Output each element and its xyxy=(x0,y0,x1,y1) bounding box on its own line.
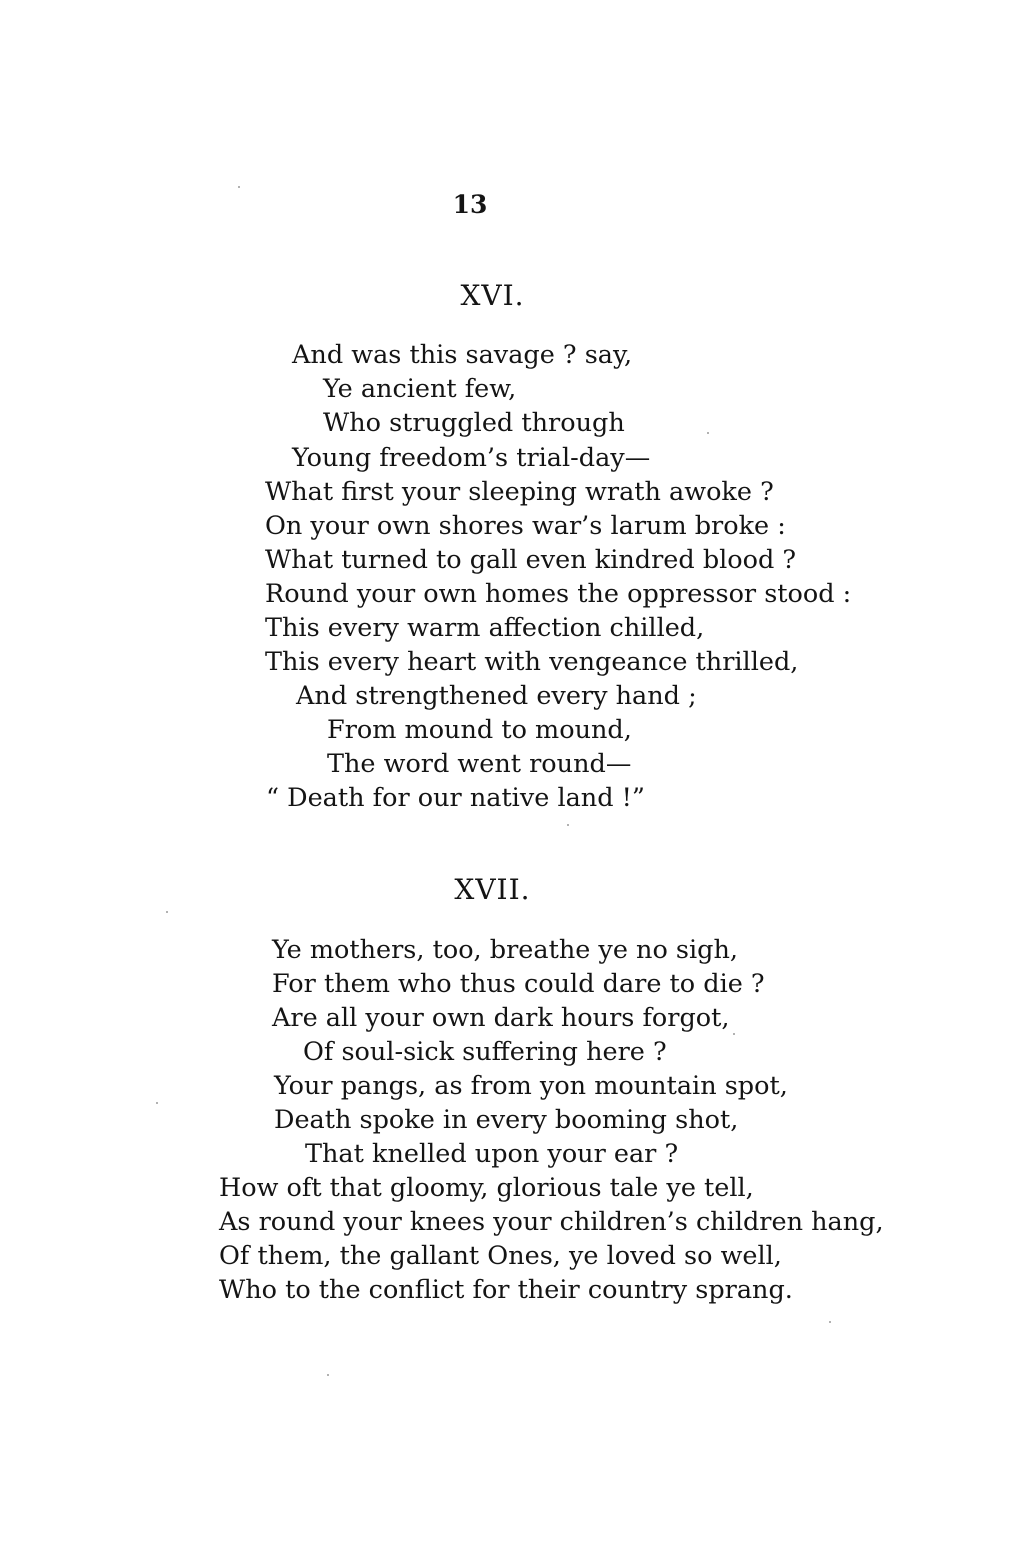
scan-speck xyxy=(829,1321,831,1323)
verse-line: How oft that gloomy, glorious tale ye tell, xyxy=(219,1173,754,1203)
scan-speck xyxy=(567,824,569,826)
verse-line: Death spoke in every booming shot, xyxy=(274,1105,739,1135)
verse-line: Round your own homes the oppressor stood : xyxy=(265,579,852,609)
verse-line: What first your sleeping wrath awoke ? xyxy=(265,477,774,507)
verse-line: Who to the conflict for their country sprang. xyxy=(219,1275,793,1305)
stanza-heading-xvi: XVI. xyxy=(460,279,525,312)
verse-line: Ye mothers, too, breathe ye no sigh, xyxy=(272,935,739,965)
page-number: 13 xyxy=(452,190,488,219)
verse-line: Ye ancient few, xyxy=(323,374,517,404)
verse-line: Of them, the gallant Ones, ye loved so well, xyxy=(219,1241,782,1271)
scan-speck xyxy=(733,1033,735,1035)
verse-line: “ Death for our native land !” xyxy=(266,783,645,813)
scan-speck xyxy=(166,911,168,913)
verse-line: Young freedom’s trial-day— xyxy=(292,443,651,473)
scan-speck xyxy=(327,1374,329,1376)
scan-speck xyxy=(156,1102,158,1104)
verse-line: For them who thus could dare to die ? xyxy=(272,969,765,999)
verse-line: And was this savage ? say, xyxy=(292,340,633,370)
scan-speck xyxy=(707,432,709,434)
verse-line: From mound to mound, xyxy=(327,715,632,745)
verse-line: As round your knees your children’s children hang, xyxy=(219,1207,884,1237)
verse-line: Your pangs, as from yon mountain spot, xyxy=(274,1071,788,1101)
verse-line: On your own shores war’s larum broke : xyxy=(265,511,786,541)
verse-line: This every heart with vengeance thrilled, xyxy=(265,647,799,677)
scan-speck xyxy=(238,186,240,188)
verse-line: Are all your own dark hours forgot, xyxy=(272,1003,730,1033)
verse-line: That knelled upon your ear ? xyxy=(305,1139,679,1169)
verse-line: This every warm affection chilled, xyxy=(265,613,705,643)
verse-line: Who struggled through xyxy=(323,408,625,438)
stanza-heading-xvii: XVII. xyxy=(454,873,531,906)
verse-line: What turned to gall even kindred blood ? xyxy=(265,545,797,575)
verse-line: Of soul-sick suffering here ? xyxy=(303,1037,667,1067)
verse-line: The word went round— xyxy=(327,749,632,779)
verse-line: And strengthened every hand ; xyxy=(296,681,697,711)
